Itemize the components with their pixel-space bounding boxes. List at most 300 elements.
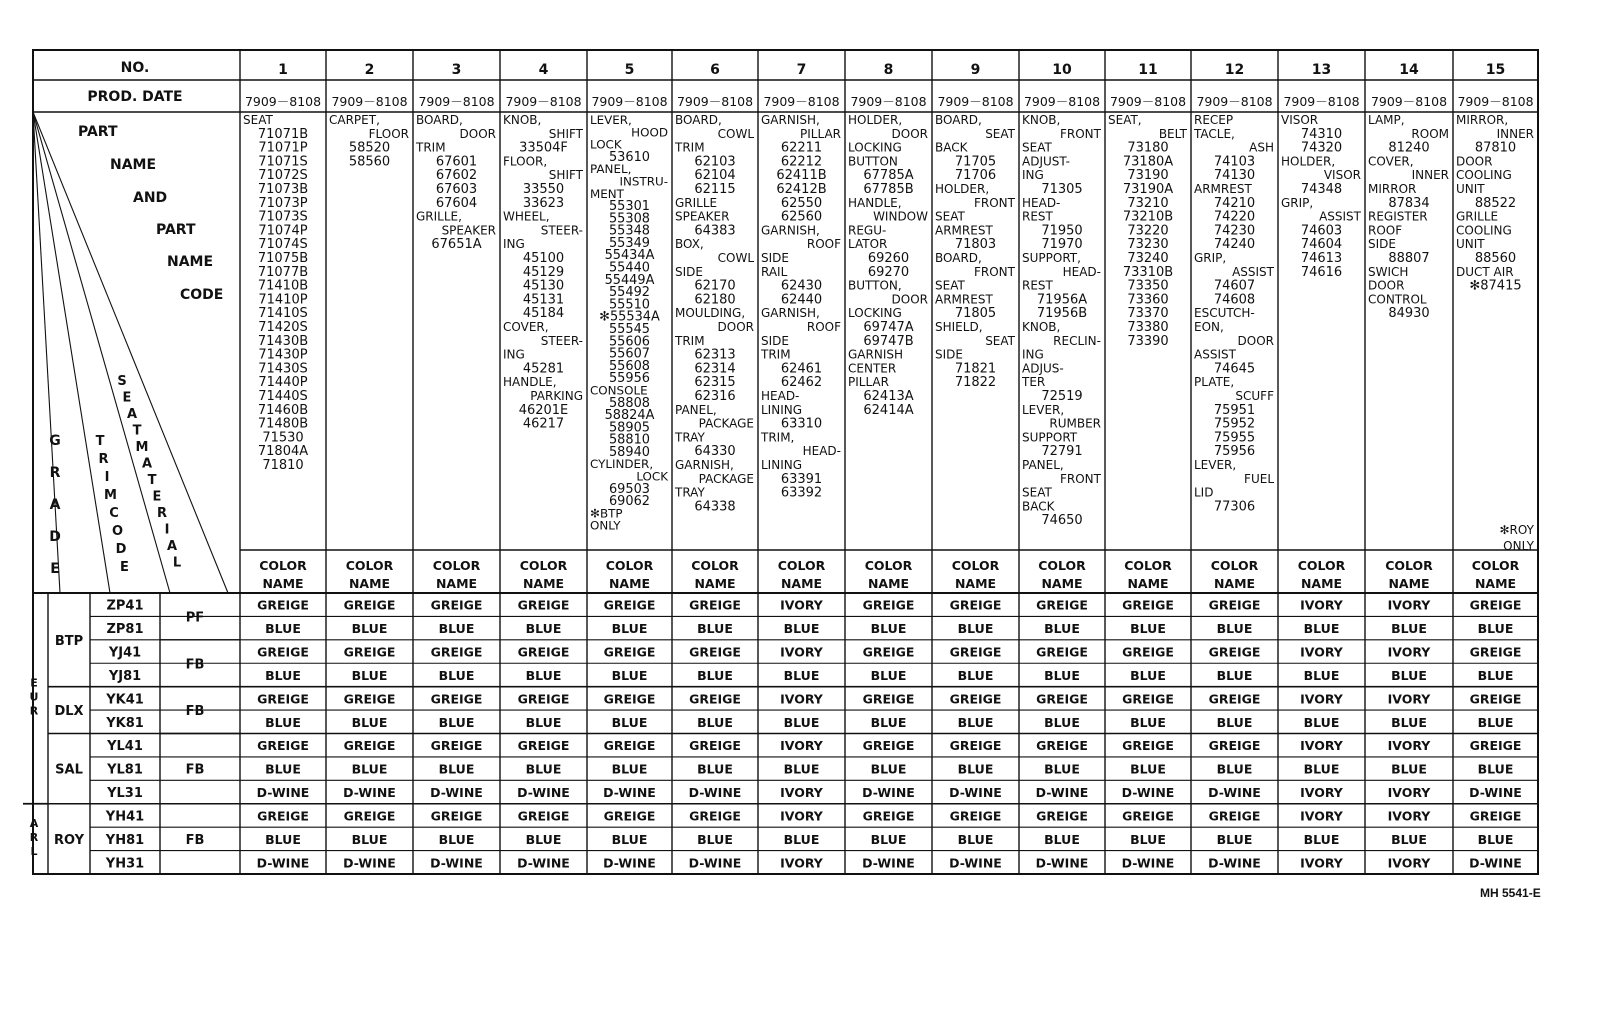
grid-line <box>33 112 170 593</box>
color-cell: GREIGE <box>603 808 656 824</box>
column-number: 11 <box>1138 62 1158 78</box>
color-cell: IVORY <box>1300 691 1343 707</box>
part-name: FRONT <box>974 195 1015 210</box>
part-code: 71430P <box>258 347 308 363</box>
part-code: 45100 <box>522 251 565 266</box>
trim-code-label: T <box>95 434 105 449</box>
part-code: 62212 <box>780 154 823 170</box>
part-code: 73360 <box>1127 292 1169 308</box>
color-cell: BLUE <box>1391 831 1427 847</box>
part-name: SEAT <box>985 126 1015 141</box>
part-name: TRIM <box>416 140 446 155</box>
part-code: 71440S <box>258 389 308 404</box>
part-name: PANEL, <box>1022 458 1064 472</box>
part-code: 81240 <box>1388 140 1430 156</box>
color-cell: IVORY <box>1300 644 1343 660</box>
color-cell: BLUE <box>1216 714 1253 730</box>
color-cell: GREIGE <box>1036 597 1088 613</box>
color-cell: BLUE <box>525 667 562 683</box>
color-cell: GREIGE <box>1122 808 1174 824</box>
part-code: 71803 <box>954 237 997 253</box>
color-cell: GREIGE <box>257 738 309 754</box>
part-code: 73370 <box>1127 306 1169 322</box>
grade-label: A <box>49 497 61 513</box>
part-name: CYLINDER, <box>590 457 654 472</box>
trim-code: YH31 <box>105 856 145 872</box>
color-cell: BLUE <box>611 667 648 683</box>
part-code: 62314 <box>694 361 736 377</box>
part-name: ADJUS- <box>1022 361 1064 376</box>
part-code: 73240 <box>1127 251 1169 266</box>
color-cell: GREIGE <box>257 644 309 660</box>
part-code: 71810 <box>262 458 304 473</box>
part-code: ✻87415 <box>1469 278 1522 294</box>
color-cell: BLUE <box>783 761 820 777</box>
color-cell: BLUE <box>265 831 301 847</box>
seat-material-label: E <box>152 489 162 505</box>
part-code: 71956B <box>1036 306 1088 322</box>
color-cell: D-WINE <box>1121 855 1175 871</box>
color-cell: GREIGE <box>343 597 396 613</box>
color-cell: BLUE <box>1477 714 1514 730</box>
part-name: ROOF <box>1368 223 1403 238</box>
seat-material: PF <box>185 610 205 626</box>
color-cell: BLUE <box>1216 831 1253 847</box>
color-cell: GREIGE <box>603 597 656 613</box>
color-cell: GREIGE <box>1208 808 1261 824</box>
color-cell: IVORY <box>780 691 823 707</box>
part-name: ASSIST <box>1232 264 1274 279</box>
part-name: CENTER <box>848 361 897 376</box>
trim-code: YH41 <box>105 809 145 825</box>
color-cell: BLUE <box>1130 761 1166 777</box>
part-code: 71440P <box>258 375 308 391</box>
part-code: 62411B <box>776 168 827 184</box>
part-code: 71073P <box>258 195 308 211</box>
part-name: SEAT <box>985 333 1015 348</box>
color-cell: GREIGE <box>603 691 656 707</box>
part-name: BACK <box>935 140 968 155</box>
color-name-label: COLOR <box>345 558 394 573</box>
color-cell: BLUE <box>783 667 820 683</box>
document-code: MH 5541-E <box>1480 886 1541 900</box>
part-name: ROOF <box>806 320 841 334</box>
color-name-label: NAME <box>522 576 565 591</box>
prod-date: 7909－8108 <box>1283 94 1360 109</box>
part-code: 62316 <box>694 389 736 404</box>
color-cell: D-WINE <box>1469 785 1522 801</box>
part-name: DOOR <box>1456 154 1493 169</box>
part-name: BOX, <box>675 237 704 252</box>
color-name-label: NAME <box>1041 576 1083 591</box>
column-number: 2 <box>364 62 375 78</box>
part-name: KNOB, <box>1022 320 1061 334</box>
part-code: 74603 <box>1300 223 1343 239</box>
part-name: HOLDER, <box>1281 154 1336 169</box>
part-code: 62550 <box>780 195 823 211</box>
part-code: 58824A <box>604 408 655 424</box>
part-code: 33550 <box>522 182 565 197</box>
part-code: 75956 <box>1213 444 1256 460</box>
color-cell: BLUE <box>351 761 388 777</box>
color-cell: BLUE <box>697 621 733 637</box>
color-cell: BLUE <box>351 714 388 730</box>
part-code: 71305 <box>1041 182 1083 197</box>
part-code: 71071B <box>257 126 309 142</box>
part-code: 73190A <box>1122 182 1174 197</box>
part-code: 64383 <box>694 223 736 239</box>
color-name-label: COLOR <box>691 558 739 573</box>
color-cell: GREIGE <box>343 691 396 707</box>
part-code: 74608 <box>1213 292 1256 308</box>
no-label: NO. <box>120 60 150 76</box>
color-cell: BLUE <box>870 621 907 637</box>
part-name: BOARD, <box>935 113 982 127</box>
part-name-code-label: CODE <box>180 287 224 303</box>
part-code: 69260 <box>867 251 910 266</box>
color-cell: BLUE <box>1477 761 1514 777</box>
part-name: BOARD, <box>935 251 982 265</box>
part-code: 46217 <box>522 416 565 432</box>
part-code: 73230 <box>1127 237 1169 253</box>
color-cell: BLUE <box>611 714 648 730</box>
color-name-label: NAME <box>954 576 997 591</box>
color-name-label: COLOR <box>1210 558 1259 573</box>
part-name: ROOF <box>806 237 841 252</box>
color-cell: BLUE <box>351 831 388 847</box>
column-number: 3 <box>451 62 462 78</box>
color-cell: BLUE <box>611 621 648 637</box>
part-name: LOCK <box>636 469 668 484</box>
grade-name: ROY <box>53 832 85 848</box>
part-code: 71077B <box>257 264 309 280</box>
color-cell: D-WINE <box>1208 785 1261 801</box>
trim-code: ZP81 <box>106 622 144 638</box>
color-cell: D-WINE <box>603 855 656 871</box>
part-name: DOOR <box>717 320 754 334</box>
part-code: 71705 <box>954 154 997 170</box>
part-code: 69062 <box>608 494 651 510</box>
color-cell: IVORY <box>780 808 823 824</box>
color-cell: BLUE <box>957 714 994 730</box>
color-name-label: COLOR <box>1124 558 1172 573</box>
color-cell: BLUE <box>1477 621 1514 637</box>
color-cell: BLUE <box>1216 667 1253 683</box>
part-name: LINING <box>761 458 803 472</box>
part-code: 77306 <box>1213 499 1256 515</box>
prod-date: 7909－8108 <box>591 94 668 109</box>
color-cell: GREIGE <box>1036 738 1088 754</box>
color-cell: GREIGE <box>949 644 1002 660</box>
part-name: FRONT <box>974 264 1015 279</box>
part-name: SCUFF <box>1235 389 1274 403</box>
part-name: SPEAKER <box>441 223 496 238</box>
part-code: 71071S <box>258 154 308 170</box>
color-cell: BLUE <box>438 621 475 637</box>
color-cell: GREIGE <box>430 808 483 824</box>
part-code: 55608 <box>608 358 651 374</box>
part-name: FLOOR <box>368 126 409 141</box>
color-cell: GREIGE <box>1208 644 1261 660</box>
part-name: TRIM <box>675 333 705 348</box>
part-name: SIDE <box>935 347 963 362</box>
seat-material-label: E <box>122 390 132 406</box>
seat-material: FB <box>185 762 205 778</box>
color-cell: GREIGE <box>257 808 309 824</box>
part-name: INSTRU- <box>619 174 668 189</box>
column-number: 10 <box>1052 62 1072 78</box>
color-cell: GREIGE <box>1208 691 1261 707</box>
color-cell: GREIGE <box>1122 738 1174 754</box>
part-name: STEER- <box>540 333 583 348</box>
part-code: 62462 <box>780 375 823 391</box>
color-cell: BLUE <box>525 714 562 730</box>
part-name: GARNISH, <box>761 113 820 127</box>
color-name-label: COLOR <box>259 558 307 573</box>
color-cell: BLUE <box>1303 831 1340 847</box>
color-cell: GREIGE <box>949 808 1002 824</box>
part-name: LOCK <box>590 137 622 152</box>
color-cell: BLUE <box>525 621 562 637</box>
part-name: MENT <box>590 186 624 201</box>
color-cell: GREIGE <box>949 691 1002 707</box>
part-code: 88807 <box>1388 251 1430 266</box>
part-code: 73180A <box>1122 154 1174 170</box>
column-number: 9 <box>970 62 981 78</box>
part-name: SIDE <box>761 251 789 265</box>
color-cell: GREIGE <box>862 644 915 660</box>
color-cell: GREIGE <box>1036 691 1088 707</box>
part-code: 33504F <box>519 140 568 156</box>
color-cell: GREIGE <box>1469 644 1522 660</box>
part-code: 69747B <box>863 333 914 349</box>
color-cell: GREIGE <box>862 691 915 707</box>
part-code: 63391 <box>780 471 823 487</box>
color-cell: IVORY <box>780 785 823 801</box>
part-name: TRAY <box>675 430 705 445</box>
part-code: 74604 <box>1300 237 1343 253</box>
grade-name: BTP <box>54 633 84 649</box>
color-cell: GREIGE <box>343 644 396 660</box>
color-cell: IVORY <box>1300 597 1343 613</box>
part-code: 75951 <box>1213 402 1256 418</box>
color-name-label: NAME <box>1388 576 1430 591</box>
part-name: STEER- <box>540 223 583 238</box>
color-cell: GREIGE <box>603 738 656 754</box>
seat-material-label: S <box>117 374 127 389</box>
grade-label: D <box>49 529 61 545</box>
color-name-label: NAME <box>348 576 391 591</box>
color-cell: BLUE <box>1303 621 1340 637</box>
column-number: 15 <box>1485 62 1506 78</box>
color-cell: GREIGE <box>1469 597 1522 613</box>
part-name: DOOR <box>891 126 928 141</box>
color-cell: BLUE <box>957 667 994 683</box>
color-cell: GREIGE <box>949 738 1002 754</box>
part-code: 71072S <box>258 168 308 184</box>
part-code: 74210 <box>1213 195 1256 211</box>
color-name-label: NAME <box>694 576 736 591</box>
part-code: 45129 <box>522 264 565 280</box>
part-code: 55545 <box>608 322 651 337</box>
part-name: HOLDER, <box>848 113 903 127</box>
part-code: 74103 <box>1213 154 1256 170</box>
part-name: ✻BTP <box>590 506 623 521</box>
color-name-label: COLOR <box>519 558 568 573</box>
prod-date: 7909－8108 <box>1457 94 1534 109</box>
part-name: ONLY <box>590 518 621 533</box>
column-number: 4 <box>538 62 549 78</box>
part-name: HEAD- <box>1062 264 1101 279</box>
color-cell: GREIGE <box>343 808 396 824</box>
color-cell: BLUE <box>1044 831 1080 847</box>
part-code: 55348 <box>608 223 651 239</box>
color-cell: D-WINE <box>1035 785 1089 801</box>
region-letter: R <box>29 830 39 844</box>
part-name: GARNISH, <box>761 223 820 238</box>
color-cell: BLUE <box>351 621 388 637</box>
color-name-label: NAME <box>608 576 651 591</box>
color-name-label: NAME <box>435 576 478 591</box>
color-name-label: NAME <box>1474 576 1517 591</box>
seat-material-label: T <box>132 423 142 439</box>
part-name: BELT <box>1158 126 1187 141</box>
part-name: SUPPORT <box>1022 430 1078 445</box>
color-name-label: COLOR <box>1297 558 1346 573</box>
part-code: 73310B <box>1122 264 1174 280</box>
trim-code: YK41 <box>106 692 144 708</box>
color-name-label: NAME <box>1300 576 1343 591</box>
part-code: 74616 <box>1300 264 1343 280</box>
color-cell: GREIGE <box>689 597 741 613</box>
part-code: 88560 <box>1474 251 1517 266</box>
color-cell: GREIGE <box>862 597 915 613</box>
grade-name: DLX <box>54 704 84 720</box>
color-cell: IVORY <box>1300 855 1343 871</box>
part-code: 73210B <box>1122 209 1174 225</box>
part-code: 64338 <box>694 499 736 515</box>
part-code: 74310 <box>1300 126 1343 142</box>
part-code: 74240 <box>1213 237 1256 253</box>
part-code: 63392 <box>780 485 823 501</box>
part-code: 69270 <box>867 264 910 280</box>
color-cell: BLUE <box>1130 831 1166 847</box>
part-code: 75952 <box>1213 416 1256 432</box>
part-code: 73210 <box>1127 195 1169 211</box>
part-code: 62180 <box>694 292 736 308</box>
part-code: 73380 <box>1127 320 1169 335</box>
part-name: COWL <box>717 251 754 265</box>
part-name: ADJUST- <box>1022 154 1070 169</box>
part-name: PACKAGE <box>698 471 754 486</box>
part-name-code-label: PART <box>78 124 118 140</box>
part-code: 71075B <box>257 251 309 266</box>
part-code: 55308 <box>608 211 651 227</box>
color-cell: BLUE <box>1391 667 1427 683</box>
color-cell: D-WINE <box>1208 855 1261 871</box>
part-code: 46201E <box>518 402 569 418</box>
trim-code-label: E <box>120 560 129 575</box>
color-cell: BLUE <box>697 714 733 730</box>
color-name-label: COLOR <box>951 558 1000 573</box>
part-code: 87834 <box>1388 195 1430 211</box>
color-cell: BLUE <box>438 761 475 777</box>
color-cell: GREIGE <box>949 597 1002 613</box>
part-code: 55492 <box>608 285 651 301</box>
color-name-label: COLOR <box>1385 558 1433 573</box>
color-cell: GREIGE <box>1036 808 1088 824</box>
color-cell: GREIGE <box>1122 691 1174 707</box>
trim-code-label: D <box>115 542 127 557</box>
color-name-label: NAME <box>867 576 910 591</box>
part-name: MIRROR <box>1368 182 1417 196</box>
part-name: BOARD, <box>416 113 463 127</box>
part-name: HEAD- <box>1022 195 1061 210</box>
part-name: REST <box>1022 209 1053 224</box>
color-cell: BLUE <box>870 667 907 683</box>
color-cell: BLUE <box>783 621 820 637</box>
part-code: 55449A <box>604 272 655 288</box>
part-name: PLATE, <box>1194 375 1235 390</box>
part-name: LEVER, <box>590 113 632 127</box>
part-name: ASSIST <box>1319 209 1361 224</box>
part-name: WINDOW <box>873 209 928 224</box>
part-name: SPEAKER <box>675 209 730 224</box>
color-cell: BLUE <box>351 667 388 683</box>
part-name: ESCUTCH- <box>1194 306 1255 321</box>
part-code: 67602 <box>435 168 478 184</box>
part-name: DOOR <box>459 126 496 141</box>
part-name: PILLAR <box>848 375 889 390</box>
part-name: GRILLE <box>1456 209 1499 224</box>
color-cell: GREIGE <box>343 738 396 754</box>
color-cell: GREIGE <box>430 597 483 613</box>
column-number: 6 <box>710 62 720 78</box>
part-code: 72791 <box>1041 444 1083 460</box>
color-cell: GREIGE <box>1469 738 1522 754</box>
part-name: CARPET, <box>329 113 380 127</box>
part-code: 62461 <box>780 361 823 377</box>
part-name: LINING <box>761 402 803 417</box>
part-name: LOCKING <box>848 306 902 321</box>
part-name: FRONT <box>1060 471 1101 486</box>
part-name: HEAD- <box>802 444 841 459</box>
part-name: REGU- <box>848 223 887 238</box>
part-code: 62313 <box>694 347 736 363</box>
part-name: LAMP, <box>1368 113 1405 127</box>
color-cell: D-WINE <box>517 785 570 801</box>
part-code: 71956A <box>1036 292 1088 308</box>
color-cell: D-WINE <box>949 785 1002 801</box>
part-name: HEAD- <box>761 389 800 403</box>
part-code: 74645 <box>1213 361 1256 377</box>
color-cell: D-WINE <box>343 785 396 801</box>
part-code: 71821 <box>954 361 997 377</box>
color-cell: BLUE <box>870 714 907 730</box>
part-name: REST <box>1022 278 1053 293</box>
color-cell: BLUE <box>870 761 907 777</box>
grid-line <box>33 112 110 593</box>
color-cell: IVORY <box>1387 855 1431 871</box>
color-name-label: NAME <box>780 576 823 591</box>
part-name: UNIT <box>1456 237 1485 252</box>
color-cell: BLUE <box>957 761 994 777</box>
part-name: GRIP, <box>1281 195 1314 210</box>
color-cell: BLUE <box>1477 667 1514 683</box>
part-name: TRIM <box>675 140 705 155</box>
part-code: 71073S <box>258 209 308 225</box>
part-code: 73350 <box>1127 278 1169 294</box>
